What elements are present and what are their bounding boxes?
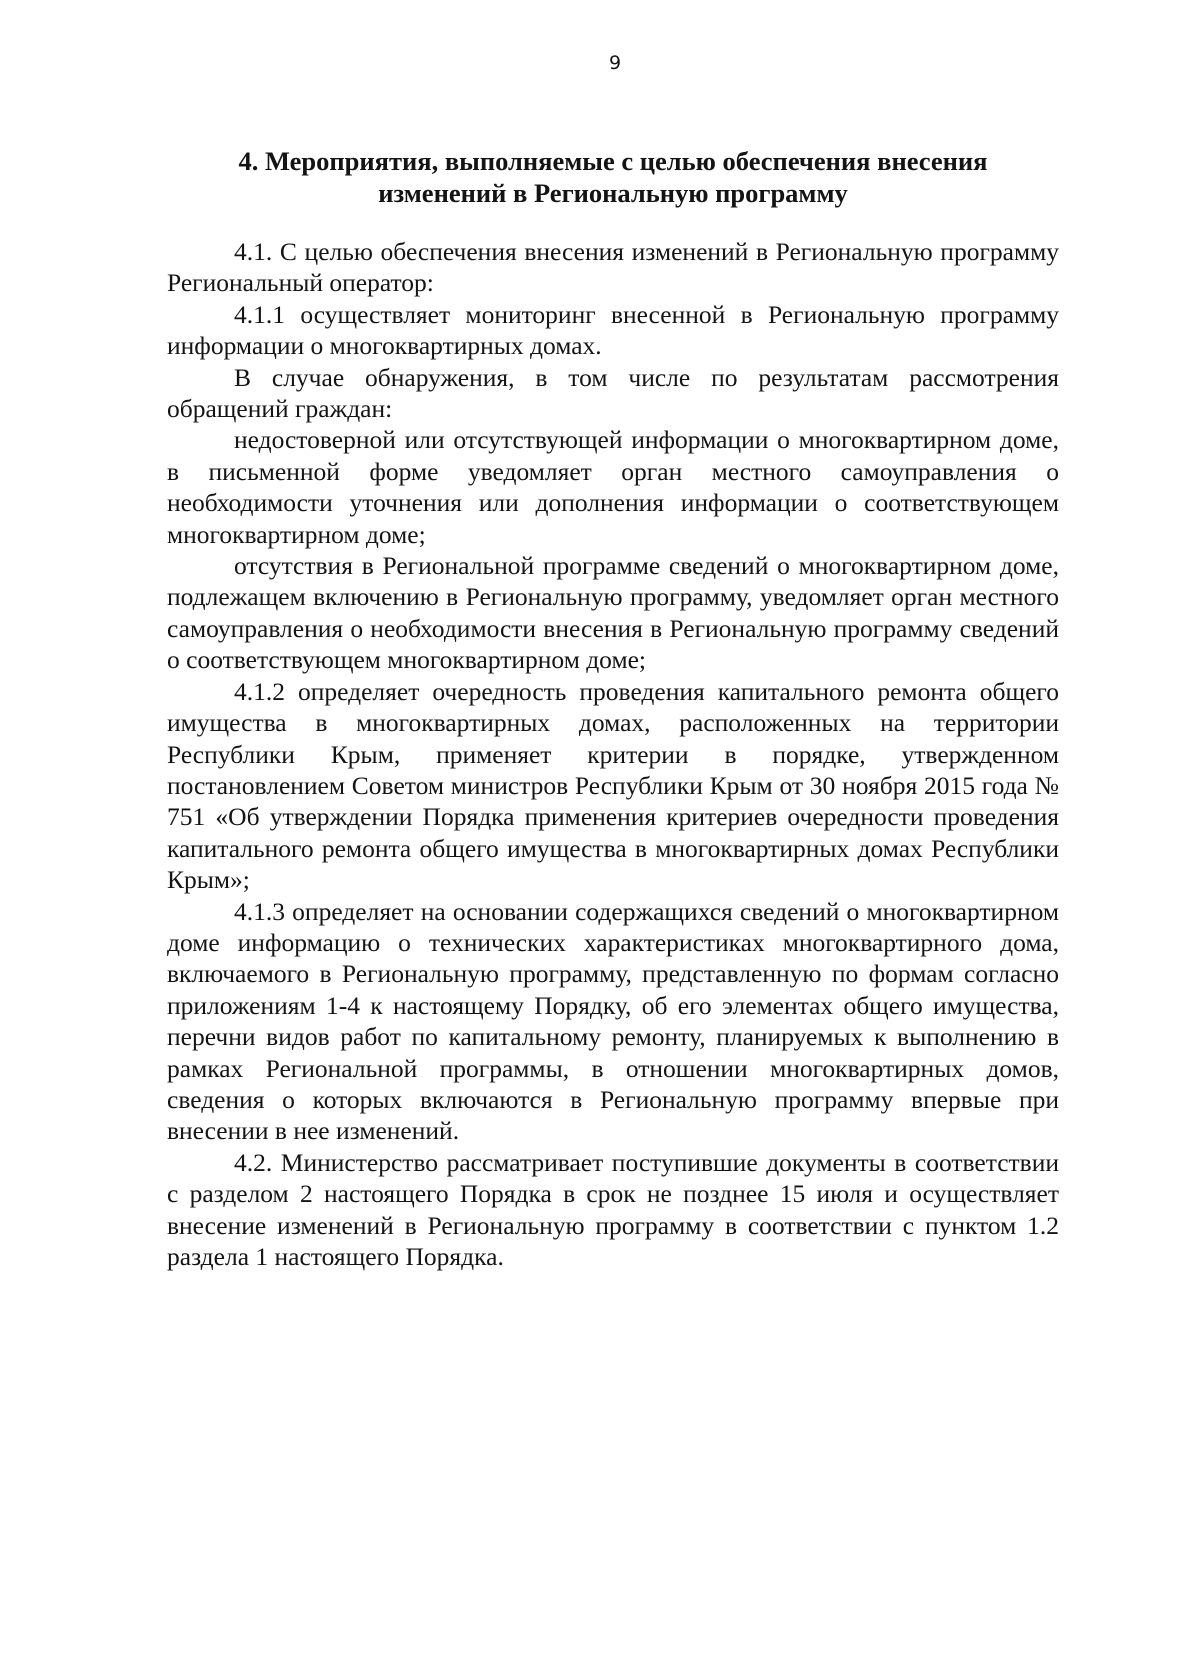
- section-body: [167, 236, 1059, 1272]
- section-heading-line-1: 4. Мероприятия, выполняемые с целью обеспечения внесения: [238, 146, 988, 176]
- page-number: 9: [608, 52, 622, 74]
- paragraph-4-2: 4.2. Министерство рассматривает поступившие документы в соответствии с разделом 2 настоящего Порядка в срок не позднее 15 июля и осуществляет внесение изменений в Региональную программу в соответствии с пунктом 1.2 раздела 1 настоящего Порядка.: [167, 1147, 1059, 1271]
- paragraph-unreliable-info: недостоверной или отсутствующей информации о многоквартирном доме, в письменной форме уведомляет орган местного самоуправления о необходимости уточнения или дополнения информации о соответствующем многоквартирном доме;: [167, 425, 1059, 549]
- paragraph-4-1: 4.1. С целью обеспечения внесения изменений в Региональную программу Региональный оператор:: [167, 237, 1059, 298]
- paragraph-missing-info: отсутствия в Региональной программе сведений о многоквартирном доме, подлежащем включению в Региональную программу, уведомляет орган местного самоуправления о необходимости внесения в Региональную программу сведений о соответствующем многоквартирном доме;: [167, 551, 1059, 675]
- section-heading: [167, 145, 1059, 209]
- paragraph-4-1-2: 4.1.2 определяет очередность проведения капитального ремонта общего имущества в многоквартирных домах, расположенных на территории Республики Крым, применяет критерии в порядке, утвержденном постановлением Советом министров Республики Крым от 30 ноября 2015 года № 751 «Об утверждении Порядка применения критериев очередности проведения капитального ремонта общего имущества в многоквартирных домах Республики Крым»;: [167, 676, 1059, 895]
- paragraph-4-1-3: 4.1.3 определяет на основании содержащихся сведений о многоквартирном доме информацию о технических характеристиках многоквартирного дома, включаемого в Региональную программу, представленную по формам согласно приложениям 1-4 к настоящему Порядку, об его элементах общего имущества, перечни видов работ по капитальному ремонту, планируемых к выполнению в рамках Региональной программы, в отношении многоквартирных домов, сведения о которых включаются в Региональную программу впервые при внесении в нее изменений.: [167, 896, 1059, 1146]
- section-heading-line-2: изменений в Региональную программу: [378, 178, 848, 208]
- paragraph-4-1-1: 4.1.1 осуществляет мониторинг внесенной в Региональную программу информации о многоквартирных домах.: [167, 299, 1059, 361]
- paragraph-detection-cases: В случае обнаружения, в том числе по результатам рассмотрения обращений граждан:: [167, 362, 1059, 424]
